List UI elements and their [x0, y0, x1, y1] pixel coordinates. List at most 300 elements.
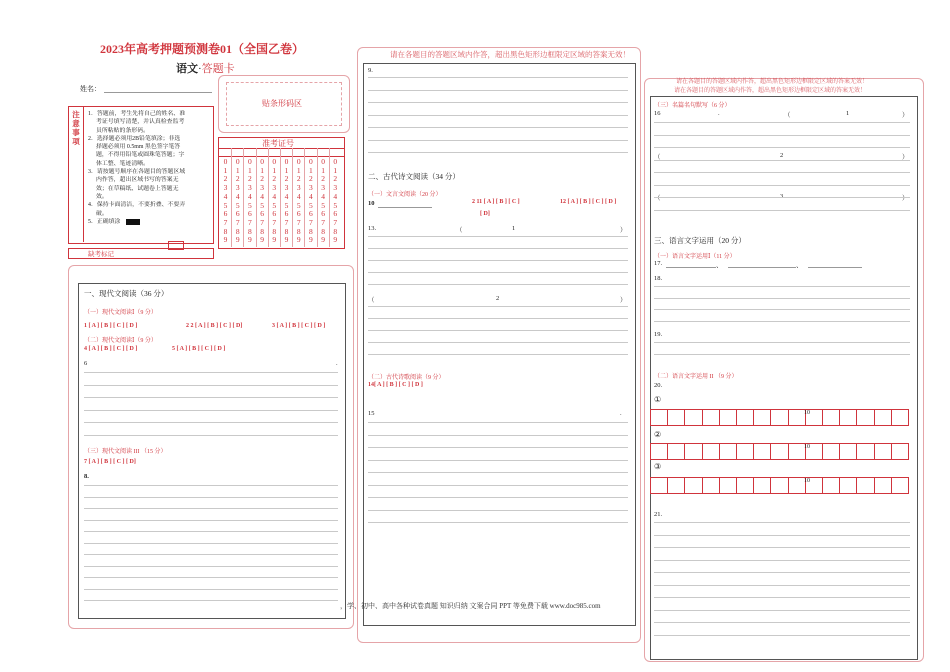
answer-line[interactable]	[368, 272, 628, 273]
exam-id-digit-bubble[interactable]: 0	[296, 157, 301, 166]
exam-id-digit-bubble[interactable]: 1	[333, 165, 338, 175]
answer-line[interactable]	[654, 585, 910, 586]
correct-fill-label: 5．正确填涂	[88, 218, 121, 225]
exam-id-digit-bubble[interactable]: 4	[260, 191, 264, 201]
exam-id-digit-bubble[interactable]: 3	[309, 183, 313, 193]
grid-cell[interactable]	[891, 443, 909, 460]
exam-id-digit-bubble[interactable]: 6	[333, 209, 338, 219]
exam-id-digit-bubble[interactable]: 9	[272, 235, 277, 245]
grid-cell[interactable]	[874, 443, 892, 460]
answer-line[interactable]	[368, 354, 628, 355]
answer-line[interactable]	[84, 531, 338, 532]
answer-line[interactable]	[654, 354, 910, 355]
grid-cell[interactable]	[753, 409, 771, 426]
exam-id-digit-bubble[interactable]: 5	[235, 200, 240, 210]
exam-id-digit-bubble[interactable]: 3	[296, 183, 301, 193]
notice-line: 题，不得用铅笔或圆珠笔答题；字	[96, 152, 185, 159]
q16-open-paren-2: （	[654, 154, 661, 161]
q13-open-paren-1: （	[456, 227, 463, 234]
answer-line[interactable]	[368, 485, 628, 486]
exam-id-label: 准考证号	[262, 139, 294, 148]
answer-line[interactable]	[654, 342, 910, 343]
exam-id-digit-bubble[interactable]: 0	[235, 157, 240, 166]
exam-id-digit-column[interactable]	[331, 158, 340, 245]
exam-id-digit-bubble[interactable]: 0	[248, 157, 252, 166]
answer-line[interactable]	[368, 447, 628, 448]
q12-options-cont[interactable]: [ D]	[480, 211, 490, 217]
answer-line[interactable]	[654, 185, 910, 186]
answer-line[interactable]	[368, 472, 628, 473]
section1-title: 一、现代文阅读（36 分）	[84, 289, 169, 298]
exam-id-digit-bubble[interactable]: 2	[248, 174, 252, 184]
answer-line[interactable]	[654, 122, 910, 123]
name-field-line[interactable]	[104, 92, 212, 93]
grid-cell[interactable]	[753, 477, 771, 494]
answer-line[interactable]	[654, 298, 910, 299]
answer-line[interactable]	[84, 485, 338, 486]
exam-id-digit-bubble[interactable]: 5	[260, 200, 264, 210]
grid-cell[interactable]	[736, 409, 754, 426]
answer-line[interactable]	[654, 286, 910, 287]
exam-id-digit-bubble[interactable]: 4	[321, 191, 325, 201]
exam-id-digit-bubble[interactable]: 4	[309, 191, 313, 201]
answer-line[interactable]	[368, 152, 628, 153]
answer-line[interactable]	[368, 236, 628, 237]
exam-id-digit-bubble[interactable]: 7	[272, 217, 277, 227]
exam-id-digit-bubble[interactable]: 2	[296, 174, 301, 184]
exam-id-digit-bubble[interactable]: 4	[272, 191, 277, 201]
answer-line[interactable]	[654, 172, 910, 173]
q13-item-1: 1	[512, 225, 516, 232]
answer-line[interactable]	[368, 127, 628, 128]
answer-line[interactable]	[654, 147, 910, 148]
q14-options[interactable]: 14[ A ] [ B ] [ C ] [ D ]	[368, 382, 423, 388]
q11-options[interactable]: 2 11 [ A ] [ B ] [ C ]	[472, 199, 520, 205]
grid-cell[interactable]	[736, 443, 754, 460]
answer-line[interactable]	[84, 600, 338, 601]
q17-sep-1: 、	[716, 262, 723, 269]
answer-line[interactable]	[84, 577, 338, 578]
answer-line[interactable]	[368, 422, 628, 423]
exam-id-digit-bubble[interactable]: 0	[309, 157, 313, 166]
exam-id-digit-bubble[interactable]: 3	[235, 183, 240, 193]
exam-id-digit-column[interactable]	[294, 158, 303, 245]
grid-cell[interactable]	[856, 409, 874, 426]
exam-id-digit-bubble[interactable]: 8	[260, 226, 264, 236]
exam-id-digit-column[interactable]	[306, 158, 315, 245]
exam-id-digit-bubble[interactable]: 1	[235, 165, 240, 175]
exam-id-digit-bubble[interactable]: 8	[235, 226, 240, 236]
answer-line[interactable]	[654, 135, 910, 136]
q20-number: 20.	[654, 382, 663, 389]
answer-line[interactable]	[84, 435, 338, 436]
exam-id-digit-bubble[interactable]: 7	[309, 217, 313, 227]
exam-id-digit-bubble[interactable]: 9	[223, 235, 228, 245]
exam-id-digit-bubble[interactable]: 6	[248, 209, 252, 219]
q6-number: 6	[84, 360, 88, 367]
grid-cell[interactable]	[702, 409, 720, 426]
grid-cell[interactable]	[770, 409, 788, 426]
exam-id-digit-bubble[interactable]: 8	[321, 226, 325, 236]
grid-cell[interactable]	[822, 409, 840, 426]
exam-id-digit-bubble[interactable]: 7	[235, 217, 240, 227]
answer-line[interactable]	[368, 260, 628, 261]
notice-line: 4．保持卡面清洁，不要折叠、不要弄	[88, 202, 186, 209]
answer-line[interactable]	[84, 372, 338, 373]
exam-id-digit-bubble[interactable]: 6	[272, 209, 277, 219]
exam-id-digit-column[interactable]	[233, 158, 242, 245]
grid-cell[interactable]	[650, 409, 668, 426]
exam-id-digit-bubble[interactable]: 1	[223, 165, 228, 175]
exam-id-digit-bubble[interactable]: 0	[260, 157, 264, 166]
exam-id-digit-bubble[interactable]: 9	[321, 235, 325, 245]
exam-id-digit-column[interactable]	[245, 158, 254, 245]
answer-line[interactable]	[654, 321, 910, 322]
grid-cell[interactable]	[874, 477, 892, 494]
answer-line[interactable]	[654, 547, 910, 548]
grid-cell[interactable]	[822, 443, 840, 460]
exam-id-digit-bubble[interactable]: 7	[333, 217, 338, 227]
exam-id-digit-bubble[interactable]: 1	[272, 165, 277, 175]
grid-cell[interactable]	[753, 443, 771, 460]
exam-id-digit-bubble[interactable]: 5	[223, 200, 228, 210]
q10-answer-line[interactable]	[378, 207, 432, 208]
exam-id-digit-bubble[interactable]: 9	[309, 235, 313, 245]
exam-id-digit-bubble[interactable]: 3	[321, 183, 325, 193]
exam-id-digit-bubble[interactable]: 5	[296, 200, 301, 210]
answer-line[interactable]	[368, 306, 628, 307]
answer-line[interactable]	[654, 597, 910, 598]
exam-id-column-divider	[231, 148, 232, 247]
notice-line	[88, 218, 185, 226]
exam-id-digit-bubble[interactable]: 9	[333, 235, 338, 245]
exam-id-digit-bubble[interactable]: 9	[248, 235, 252, 245]
grid-cell[interactable]	[719, 409, 737, 426]
exam-id-digit-bubble[interactable]: 2	[309, 174, 313, 184]
exam-id-digit-bubble[interactable]: 0	[333, 157, 338, 166]
grid-cell[interactable]	[719, 477, 737, 494]
exam-id-digit-bubble[interactable]: 7	[296, 217, 301, 227]
exam-id-digit-bubble[interactable]: 2	[321, 174, 325, 184]
exam-id-digit-column[interactable]	[282, 158, 291, 245]
answer-line[interactable]	[654, 210, 910, 211]
exam-id-digit-column[interactable]	[270, 158, 279, 245]
exam-id-column-divider	[304, 148, 305, 247]
column2-box	[363, 63, 636, 626]
q15-number: 15	[368, 410, 375, 417]
grid-cell[interactable]	[684, 477, 702, 494]
q12-options[interactable]: 12 [ A ] [ B ] [ C ] [ D ]	[560, 199, 617, 205]
q16-close-paren-1: ）	[902, 112, 909, 119]
notice-line: 员所粘贴的条形码。	[96, 127, 150, 134]
grid-cell[interactable]	[719, 443, 737, 460]
grid-cell[interactable]	[839, 477, 857, 494]
answer-line[interactable]	[368, 318, 628, 319]
exam-id-digit-bubble[interactable]: 6	[223, 209, 228, 219]
answer-line[interactable]	[368, 497, 628, 498]
grid-cell[interactable]	[667, 477, 685, 494]
column2-banner: 请在各题目的答题区域内作答，超出黑色矩形边框限定区域的答案无效！	[390, 50, 630, 59]
exam-id-column-divider	[256, 148, 257, 247]
exam-id-digit-bubble[interactable]: 1	[248, 165, 252, 175]
answer-line[interactable]	[84, 410, 338, 411]
footer-text: ，学、初中、高中各种试卷真题 知识归纳 文案合同 PPT 等免费下载 www.doc985.com	[340, 602, 601, 610]
exam-id-digit-bubble[interactable]: 4	[296, 191, 301, 201]
exam-id-digit-bubble[interactable]: 8	[248, 226, 252, 236]
answer-card-label: 答题卡	[201, 63, 235, 75]
notice-line: 3．请按题号顺序在各题目的答题区域	[88, 169, 186, 176]
answer-line[interactable]	[654, 635, 910, 636]
grid-cell[interactable]	[702, 443, 720, 460]
name-label: 姓名：	[80, 85, 101, 93]
answer-line[interactable]	[654, 622, 910, 623]
grid-cell[interactable]	[650, 443, 668, 460]
exam-id-digit-bubble[interactable]: 5	[272, 200, 277, 210]
answer-line[interactable]	[84, 589, 338, 590]
exam-id-digit-bubble[interactable]: 2	[272, 174, 277, 184]
exam-id-digit-bubble[interactable]: 5	[284, 200, 289, 210]
exam-id-digit-bubble[interactable]: 6	[309, 209, 313, 219]
exam-id-digit-bubble[interactable]: 5	[309, 200, 313, 210]
notice-line: 内作答，超出区域书写的答案无	[96, 177, 179, 184]
exam-id-digit-bubble[interactable]: 2	[235, 174, 240, 184]
answer-line[interactable]	[84, 508, 338, 509]
mingju-title: （三）名篇名句默写（6 分）	[654, 103, 731, 109]
q16-close-paren-3: ）	[902, 195, 909, 202]
grid-cell[interactable]	[650, 477, 668, 494]
q15-end: .	[620, 410, 622, 417]
exam-id-digit-bubble[interactable]: 8	[333, 226, 338, 236]
q17-number: 17.	[654, 260, 663, 267]
exam-id-digit-bubble[interactable]: 9	[284, 235, 289, 245]
exam-id-digit-bubble[interactable]: 0	[284, 157, 289, 166]
grid-cell[interactable]	[667, 443, 685, 460]
answer-line[interactable]	[84, 520, 338, 521]
answer-line[interactable]	[654, 522, 910, 523]
exam-id-digit-bubble[interactable]: 2	[260, 174, 264, 184]
q7-options[interactable]: 7 [ A ] [ B ] [ C ] [ D]	[84, 459, 136, 465]
exam-id-digit-bubble[interactable]: 0	[272, 157, 277, 166]
grid-cell[interactable]	[684, 409, 702, 426]
exam-id-digit-bubble[interactable]: 5	[248, 200, 252, 210]
notice-heading-char: 项	[72, 137, 80, 146]
answer-line[interactable]	[84, 385, 338, 386]
col2-sub2-title: （二）古代诗歌阅读（9 分）	[368, 375, 445, 381]
answer-line[interactable]	[368, 115, 628, 116]
exam-id-digit-bubble[interactable]: 8	[309, 226, 313, 236]
q9-number: 9.	[368, 67, 373, 74]
answer-line[interactable]	[654, 197, 910, 198]
grid-cell[interactable]	[874, 409, 892, 426]
answer-line[interactable]	[368, 248, 628, 249]
answer-line[interactable]	[368, 342, 628, 343]
exam-id-digit-bubble[interactable]: 2	[333, 174, 338, 184]
exam-id-digit-bubble[interactable]: 3	[223, 183, 228, 193]
exam-id-digit-bubble[interactable]: 4	[223, 191, 228, 201]
grid-cell[interactable]	[684, 443, 702, 460]
exam-id-digit-bubble[interactable]: 3	[248, 183, 252, 193]
answer-line[interactable]	[84, 497, 338, 498]
answer-line[interactable]	[368, 90, 628, 91]
answer-line[interactable]	[654, 309, 910, 310]
q4-options[interactable]: 4 [ A ] [ B ] [ C ] [ D ]	[84, 346, 138, 352]
q17-blank-2[interactable]	[728, 267, 796, 268]
answer-line[interactable]	[368, 77, 628, 78]
exam-id-digit-bubble[interactable]: 5	[333, 200, 338, 210]
q13-number: 13.	[368, 225, 377, 232]
q5-options[interactable]: 5 [ A ] [ B ] [ C ] [ D ]	[172, 346, 226, 352]
notice-line: 择题必须用 0.5mm 黑色签字笔答	[96, 144, 181, 151]
exam-id-digit-bubble[interactable]: 8	[272, 226, 277, 236]
q1-options[interactable]: 1 [ A ] [ B ] [ C ] [ D ]	[84, 323, 138, 329]
answer-line[interactable]	[368, 284, 628, 285]
grid-cell[interactable]	[856, 443, 874, 460]
exam-id-digit-bubble[interactable]: 6	[321, 209, 325, 219]
q13-item-2: 2	[496, 295, 500, 302]
answer-line[interactable]	[84, 543, 338, 544]
grid-cell[interactable]	[856, 477, 874, 494]
exam-id-digit-bubble[interactable]: 8	[284, 226, 289, 236]
q3-options[interactable]: 3 [ A ] [ B ] [ C ] [ D ]	[272, 323, 326, 329]
absent-mark-label: 缺考标记	[88, 251, 114, 258]
sub2-title: （二）现代文阅读Ⅰ（9 分）	[84, 338, 157, 344]
q21-number: 21.	[654, 511, 663, 518]
notice-line: 考证号填写清楚，并认真检查监考	[96, 119, 185, 126]
exam-id-digit-bubble[interactable]: 9	[296, 235, 301, 245]
q10-number: 10	[368, 200, 375, 207]
grid-cell[interactable]	[839, 409, 857, 426]
q17-blank-3[interactable]	[808, 267, 862, 268]
exam-id-column-divider	[280, 148, 281, 247]
q2-options[interactable]: 2 2 [ A ] [ B ] [ C ] [ D]	[186, 323, 243, 329]
answer-line[interactable]	[368, 140, 628, 141]
exam-id-digit-bubble[interactable]: 0	[321, 157, 325, 166]
notice-items	[88, 110, 185, 226]
exam-id-digit-bubble[interactable]: 3	[333, 183, 338, 193]
exam-id-digit-bubble[interactable]: 7	[248, 217, 252, 227]
answer-line[interactable]	[84, 566, 338, 567]
grid-cell[interactable]	[770, 443, 788, 460]
notice-line: 效。	[96, 193, 108, 200]
barcode-label: 贴条形码区	[262, 99, 302, 108]
answer-line[interactable]	[368, 522, 628, 523]
exam-id-digit-bubble[interactable]: 8	[223, 226, 228, 236]
grid-cell[interactable]	[702, 477, 720, 494]
answer-line[interactable]	[368, 330, 628, 331]
answer-line[interactable]	[84, 554, 338, 555]
exam-id-digit-bubble[interactable]: 8	[296, 226, 301, 236]
exam-id-digit-bubble[interactable]: 5	[321, 200, 325, 210]
exam-id-digit-bubble[interactable]: 9	[235, 235, 240, 245]
grid-cell[interactable]	[667, 409, 685, 426]
exam-id-digit-bubble[interactable]: 7	[321, 217, 325, 227]
exam-id-digit-bubble[interactable]: 6	[284, 209, 289, 219]
exam-id-digit-bubble[interactable]: 4	[235, 191, 240, 201]
exam-id-digit-bubble[interactable]: 3	[260, 183, 264, 193]
exam-id-digit-bubble[interactable]: 1	[260, 165, 264, 175]
answer-line[interactable]	[654, 535, 910, 536]
answer-line[interactable]	[654, 572, 910, 573]
exam-id-digit-column[interactable]	[319, 158, 328, 245]
q16-item-1: 1	[846, 110, 850, 117]
q8-number: 8.	[84, 473, 89, 480]
q16-open-paren-3: （	[654, 195, 661, 202]
col3-sub1-title: （一）语言文字运用Ⅰ（11 分）	[654, 254, 736, 260]
exam-id-digit-column[interactable]	[258, 158, 267, 245]
exam-id-digit-bubble[interactable]: 7	[284, 217, 289, 227]
notice-heading	[70, 110, 82, 146]
section2-title: 二、古代诗文阅读（34 分）	[368, 172, 460, 181]
q13-close-paren-1: ）	[620, 227, 627, 234]
exam-id-digit-bubble[interactable]: 1	[284, 165, 289, 175]
exam-id-digit-bubble[interactable]: 6	[260, 209, 264, 219]
q16-open-paren-1: （	[784, 112, 791, 119]
notice-line: 效；在草稿纸、试题卷上答题无	[96, 185, 179, 192]
exam-id-digit-bubble[interactable]: 3	[284, 183, 289, 193]
exam-id-digit-bubble[interactable]: 9	[260, 235, 264, 245]
notice-line: 2．选择题必须用2B铅笔填涂；非选	[88, 135, 181, 142]
grid-cell[interactable]	[822, 477, 840, 494]
answer-line[interactable]	[654, 160, 910, 161]
exam-id-digit-bubble[interactable]: 6	[235, 209, 240, 219]
correct-fill-sample	[126, 219, 140, 225]
answer-line[interactable]	[368, 460, 628, 461]
grid-cell[interactable]	[839, 443, 857, 460]
exam-id-digit-bubble[interactable]: 4	[248, 191, 252, 201]
exam-id-digit-bubble[interactable]: 6	[296, 209, 301, 219]
exam-id-digit-bubble[interactable]: 4	[333, 191, 338, 201]
grid-cell[interactable]	[736, 477, 754, 494]
grid-cell[interactable]	[770, 477, 788, 494]
column3-banner-1: 请在各题目的答题区域内作答，超出黑色矩形边框限定区域的答案无效！	[676, 79, 869, 85]
exam-id-digit-column[interactable]	[221, 158, 230, 245]
answer-line[interactable]	[368, 102, 628, 103]
exam-id-digit-bubble[interactable]: 1	[309, 165, 313, 175]
exam-id-digit-bubble[interactable]: 2	[284, 174, 289, 184]
exam-id-digit-bubble[interactable]: 1	[321, 165, 325, 175]
q6-end: .	[336, 360, 338, 367]
answer-line[interactable]	[84, 422, 338, 423]
exam-id-digit-bubble[interactable]: 4	[284, 191, 289, 201]
notice-line: 破。	[96, 210, 108, 217]
exam-id-digit-bubble[interactable]: 7	[260, 217, 264, 227]
answer-line[interactable]	[654, 610, 910, 611]
grid-count-label: 10	[804, 410, 810, 416]
q13-close-paren-2: ）	[620, 297, 627, 304]
grid-cell[interactable]	[891, 409, 909, 426]
q17-sep-2: 、	[796, 262, 803, 269]
answer-line[interactable]	[368, 435, 628, 436]
exam-id-column-divider	[292, 148, 293, 247]
exam-id-digit-bubble[interactable]: 7	[223, 217, 228, 227]
answer-line[interactable]	[368, 510, 628, 511]
exam-id-digit-bubble[interactable]: 1	[296, 165, 301, 175]
q16-item-2: 2	[780, 152, 784, 159]
exam-id-column-divider	[268, 148, 269, 247]
exam-id-digit-bubble[interactable]: 2	[223, 174, 228, 184]
exam-id-column-divider	[243, 148, 244, 247]
q17-blank-1[interactable]	[666, 267, 716, 268]
grid-cell[interactable]	[891, 477, 909, 494]
exam-id-digit-bubble[interactable]: 3	[272, 183, 277, 193]
notice-heading-divider	[83, 106, 84, 242]
q16-item-3: 3	[780, 193, 784, 200]
answer-line[interactable]	[654, 560, 910, 561]
exam-id-digit-bubble[interactable]: 0	[223, 157, 228, 166]
exam-id-column-divider	[329, 148, 330, 247]
exam-id-divider	[218, 148, 344, 149]
answer-line[interactable]	[84, 397, 338, 398]
